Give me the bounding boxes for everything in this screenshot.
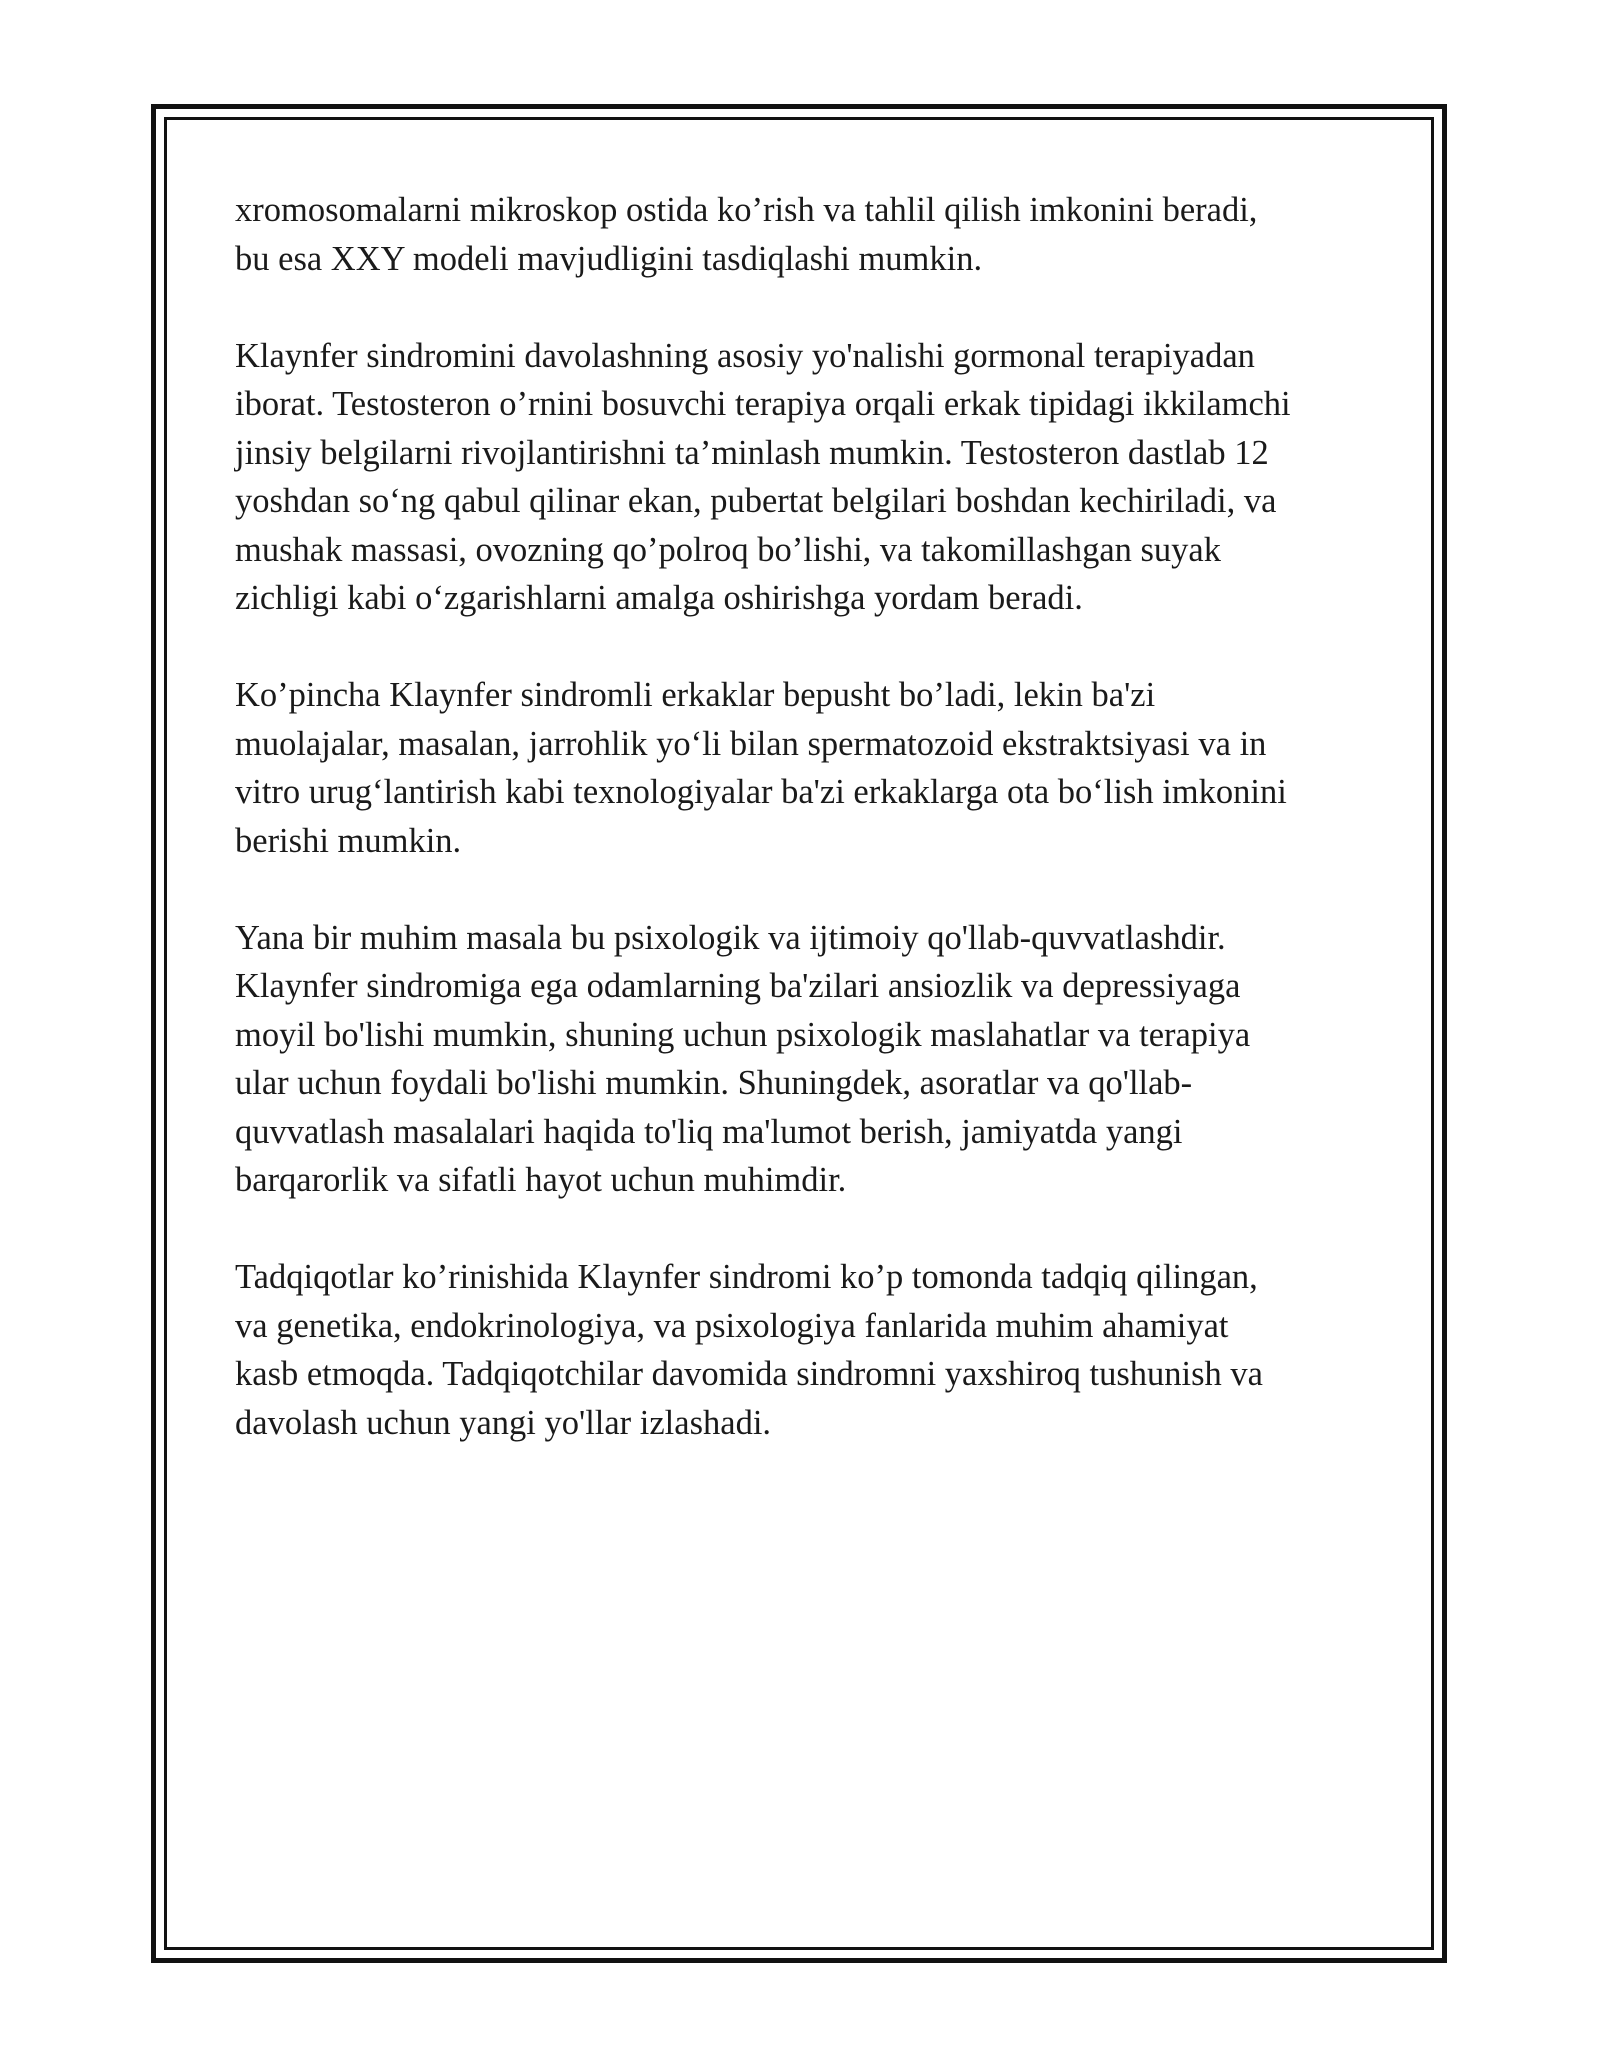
text-line: barqarorlik va sifatli hayot uchun muhimdir. bbox=[235, 1161, 847, 1199]
text-line: quvvatlash masalalari haqida to'liq ma'lumot berish, jamiyatda yangi bbox=[235, 1112, 1183, 1151]
text-line: ular uchun foydali bo'lishi mumkin. Shuningdek, asoratlar va qo'llab- bbox=[235, 1064, 1193, 1102]
text-line: vitro urug‘lantirish kabi texnologiyalar ba'zi erkaklarga ota bo‘lish imkonini bbox=[235, 773, 1287, 811]
text-line: davolash uchun yangi yo'llar izlashadi. bbox=[235, 1403, 772, 1442]
text-line: jinsiy belgilarni rivojlantirishni ta’minlash mumkin. Testosteron dastlab 12 bbox=[235, 433, 1269, 472]
document-body bbox=[235, 186, 1375, 1496]
paragraph bbox=[235, 671, 1375, 865]
text-line: Tadqiqotlar ko’rinishida Klaynfer sindromi ko’p tomonda tadqiq qilingan, bbox=[235, 1258, 1258, 1296]
text-line: bu esa XXY modeli mavjudligini tasdiqlashi mumkin. bbox=[235, 239, 983, 278]
text-line: Yana bir muhim masala bu psixologik va ijtimoiy qo'llab-quvvatlashdir. bbox=[235, 918, 1226, 957]
text-line: muolajalar, masalan, jarrohlik yo‘li bilan spermatozoid ekstraktsiyasi va in bbox=[235, 724, 1267, 763]
text-line: berishi mumkin. bbox=[235, 821, 462, 860]
text-line: Klaynfer sindromiga ega odamlarning ba'zilari ansiozlik va depressiyaga bbox=[235, 967, 1241, 1005]
text-line: xromosomalarni mikroskop ostida ko’rish va tahlil qilish imkonini beradi, bbox=[235, 191, 1258, 229]
text-line: va genetika, endokrinologiya, va psixologiya fanlarida muhim ahamiyat bbox=[235, 1306, 1229, 1345]
paragraph bbox=[235, 914, 1375, 1205]
text-line: kasb etmoqda. Tadqiqotchilar davomida sindromni yaxshiroq tushunish va bbox=[235, 1355, 1263, 1393]
paragraph bbox=[235, 1253, 1375, 1447]
text-line: Ko’pincha Klaynfer sindromli erkaklar bepusht bo’ladi, lekin ba'zi bbox=[235, 676, 1156, 714]
text-line: iborat. Testosteron o’rnini bosuvchi terapiya orqali erkak tipidagi ikkilamchi bbox=[235, 385, 1291, 423]
text-line: Klaynfer sindromini davolashning asosiy yo'nalishi gormonal terapiyadan bbox=[235, 336, 1255, 375]
text-line: yoshdan so‘ng qabul qilinar ekan, pubertat belgilari boshdan kechiriladi, va bbox=[235, 482, 1277, 520]
paragraph bbox=[235, 186, 1375, 283]
paragraph bbox=[235, 332, 1375, 623]
text-line: zichligi kabi o‘zgarishlarni amalga oshirishga yordam beradi. bbox=[235, 579, 1083, 617]
text-line: mushak massasi, ovozning qo’polroq bo’lishi, va takomillashgan suyak bbox=[235, 530, 1221, 569]
text-line: moyil bo'lishi mumkin, shuning uchun psixologik maslahatlar va terapiya bbox=[235, 1015, 1251, 1054]
